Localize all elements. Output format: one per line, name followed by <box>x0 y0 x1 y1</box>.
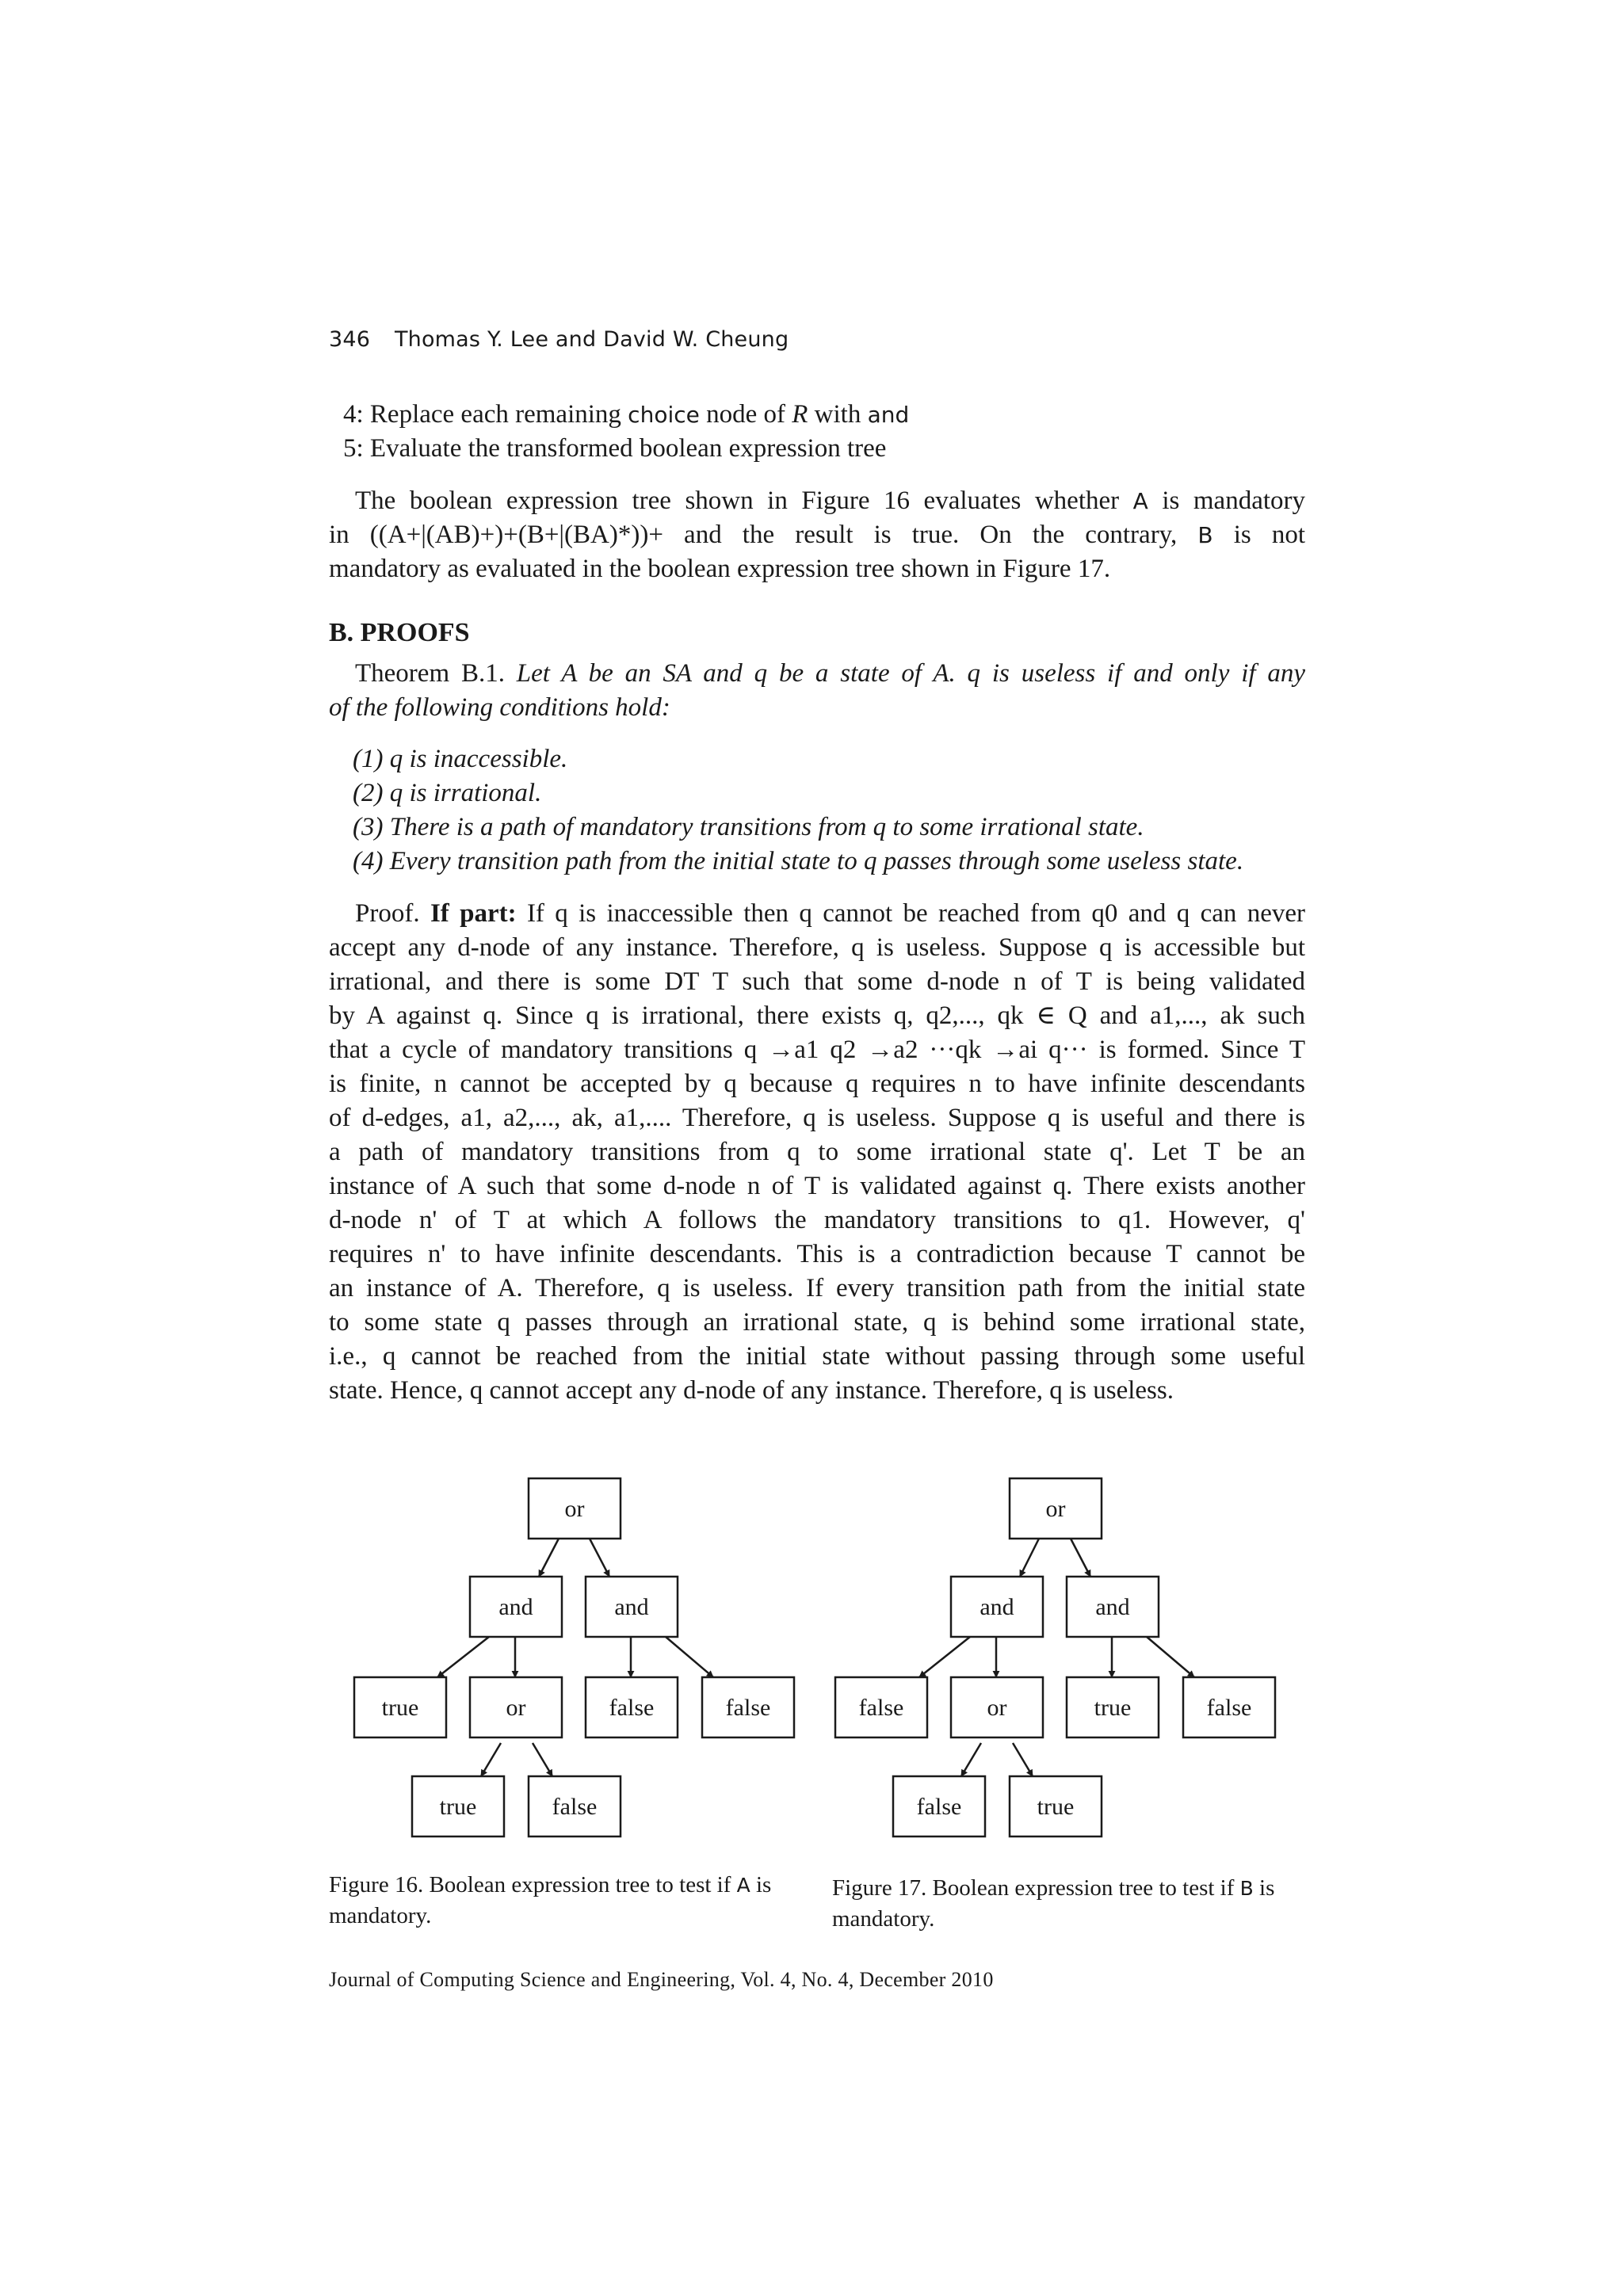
proof-line-4: by A against q. Since q is irrational, there exists q, q2,..., qk ∈ Q and a1,..., ak such <box>329 1001 1305 1030</box>
proof-line-9: instance of A such that some d-node n of T is validated against q. There exists another <box>329 1172 1305 1200</box>
proof-line-13: to some state q passes through an irrational state, q is behind some irrational state, <box>329 1308 1305 1337</box>
edge <box>1013 1743 1033 1776</box>
node-label: and <box>614 1594 649 1620</box>
authors: Thomas Y. Lee and David W. Cheung <box>394 327 789 352</box>
figure-17-tree <box>835 1478 1275 1836</box>
edge <box>481 1743 501 1776</box>
node-label: false <box>858 1695 904 1721</box>
proof-line-3: irrational, and there is some DT T such that some d-node n of T is being validated <box>329 967 1305 996</box>
edge <box>437 1637 489 1677</box>
condition-3: (3) There is a path of mandatory transitions from q to some irrational state. <box>353 813 1144 841</box>
node-label: and <box>1095 1594 1130 1620</box>
proof-line-10: d-node n' of T at which A follows the mandatory transitions to q1. However, q' <box>329 1206 1305 1234</box>
edge <box>1071 1539 1090 1577</box>
figure-17-edges <box>919 1539 1194 1776</box>
condition-1: (1) q is inaccessible. <box>353 745 568 773</box>
intro-line-2: in ((A+|(AB)+)+(B+|(BA)*))+ and the result is true. On the contrary, B is not <box>329 521 1305 549</box>
node-label: false <box>609 1695 655 1721</box>
proof-line-2: accept any d-node of any instance. Therefore, q is useless. Suppose q is accessible but <box>329 933 1305 962</box>
intro-line-3: mandatory as evaluated in the boolean expression tree shown in Figure 17. <box>329 555 1111 583</box>
code-and: and <box>867 402 910 428</box>
node-label: false <box>552 1794 598 1820</box>
figure-16-edges <box>437 1539 713 1776</box>
edge <box>533 1743 552 1776</box>
theorem-line-2: of the following conditions hold: <box>329 693 670 722</box>
page-number: 346 <box>329 327 371 352</box>
node-label: or <box>1045 1496 1066 1522</box>
proof-line-12: an instance of A. Therefore, q is useless. If every transition path from the initial state <box>329 1274 1305 1302</box>
edge <box>961 1743 981 1776</box>
edge <box>590 1539 609 1577</box>
edge <box>919 1637 970 1677</box>
proof-line-1: Proof. If part: If q is inaccessible then q cannot be reached from q0 and q can never <box>355 899 1305 928</box>
algorithm-step-5: 5: Evaluate the transformed boolean expression tree <box>343 434 887 463</box>
figure-17-caption: Figure 17. Boolean expression tree to test if B is mandatory. <box>832 1875 1275 1932</box>
intro-line-1: The boolean expression tree shown in Figure 16 evaluates whether A is mandatory <box>355 486 1305 515</box>
section-heading: B. PROOFS <box>329 618 470 647</box>
proof-line-15: state. Hence, q cannot accept any d-node of any instance. Therefore, q is useless. <box>329 1376 1174 1405</box>
proof-line-11: requires n' to have infinite descendants. This is a contradiction because T cannot be <box>329 1240 1305 1268</box>
node-label: or <box>564 1496 585 1522</box>
node-label: true <box>1094 1695 1132 1721</box>
if-part-label: If part: <box>430 899 517 928</box>
algorithm-step-4: 4: Replace each remaining choice node of R with and <box>343 400 910 429</box>
condition-4: (4) Every transition path from the initial state to q passes through some useless state. <box>353 847 1244 875</box>
figure-16-caption: Figure 16. Boolean expression tree to test if A is mandatory. <box>329 1872 772 1928</box>
theorem-label: Theorem B.1. <box>355 659 505 688</box>
node-label: false <box>1206 1695 1252 1721</box>
proof-label: Proof. <box>355 899 420 928</box>
edge <box>1147 1637 1194 1677</box>
edge <box>539 1539 559 1577</box>
node-label: true <box>381 1695 419 1721</box>
condition-2: (2) q is irrational. <box>353 779 542 807</box>
proof-line-8: a path of mandatory transitions from q to some irrational state q'. Let T be an <box>329 1138 1305 1166</box>
edge <box>1020 1539 1039 1577</box>
theorem-line-1: Theorem B.1. Let A be an SA and q be a state of A. q is useless if and only if any <box>355 659 1305 688</box>
node-label: and <box>980 1594 1014 1620</box>
proof-line-7: of d-edges, a1, a2,..., ak, a1,.... Therefore, q is useless. Suppose q is useful and there is <box>329 1104 1305 1132</box>
node-label: or <box>506 1695 526 1721</box>
node-label: true <box>439 1794 477 1820</box>
proof-line-14: i.e., q cannot be reached from the initial state without passing through some useful <box>329 1342 1305 1371</box>
edge <box>666 1637 713 1677</box>
proof-line-5: that a cycle of mandatory transitions q →a1 q2 →a2 ···qk →ai q··· is formed. Since T <box>329 1035 1305 1064</box>
figure-16-tree <box>354 1478 794 1836</box>
proof-line-6: is finite, n cannot be accepted by q because q requires n to have infinite descendants <box>329 1070 1305 1098</box>
journal-footer: Journal of Computing Science and Engineering, Vol. 4, No. 4, December 2010 <box>329 1968 994 1991</box>
node-label: true <box>1037 1794 1075 1820</box>
node-label: and <box>498 1594 533 1620</box>
code-choice: choice <box>628 402 700 428</box>
node-label: false <box>725 1695 771 1721</box>
node-label: false <box>916 1794 962 1820</box>
node-label: or <box>987 1695 1007 1721</box>
